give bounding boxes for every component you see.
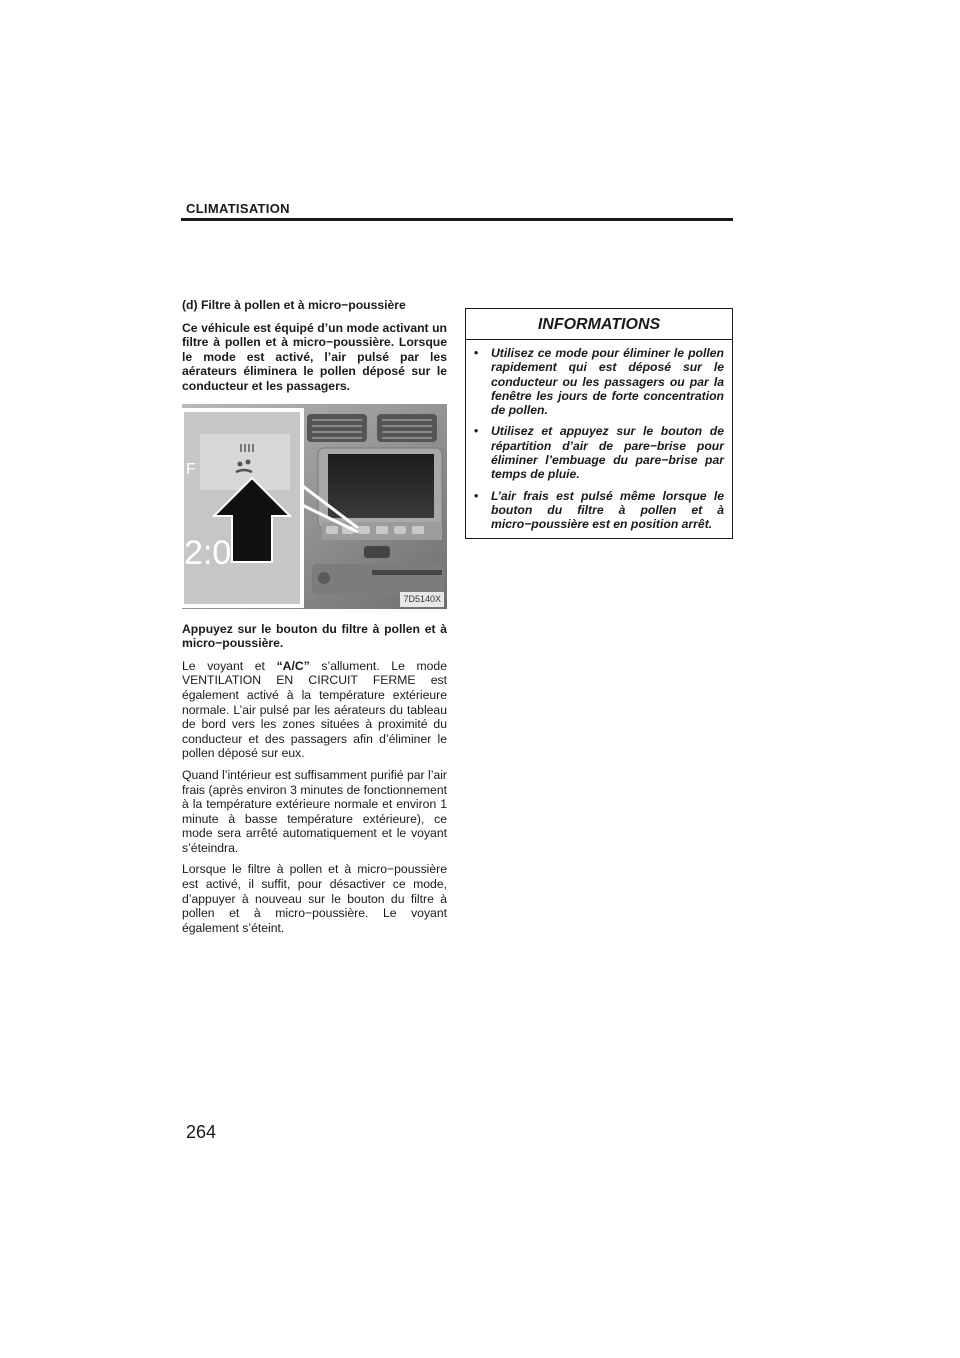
section-title: (d) Filtre à pollen et à micro−poussière bbox=[182, 298, 406, 312]
paragraph-voyant-start: Le voyant et bbox=[182, 658, 277, 673]
information-item bbox=[474, 424, 724, 481]
figure-caption: 7D5140X bbox=[400, 592, 444, 607]
section-header: CLIMATISATION bbox=[186, 201, 290, 216]
information-box bbox=[465, 308, 733, 539]
instruction-paragraph: Appuyez sur le bouton du filtre à pollen et à micro−poussière. bbox=[182, 621, 447, 651]
svg-text:F: F bbox=[186, 460, 196, 478]
information-item bbox=[474, 346, 724, 417]
paragraph-purification: Quand l’intérieur est suffisamment purifié par l’air frais (après environ 3 minutes de fonctionnement à la température extérieure normale et environ 1 minute à basse température extérieure), ce mode sera arrêté automatiquement et le voyant s’éteindra. bbox=[182, 767, 447, 855]
information-list bbox=[466, 340, 732, 538]
intro-paragraph: Ce véhicule est équipé d’un mode activant un filtre à pollen et à micro−poussière. Lorsque le mode est activé, l’air pulsé par les aérateurs éliminera le pollen déposé sur le conducteur et les passagers. bbox=[182, 320, 447, 393]
bullet-icon: • bbox=[474, 488, 479, 503]
page-number: 264 bbox=[186, 1122, 217, 1142]
dashboard-illustration bbox=[182, 404, 447, 609]
information-item-text: Utilisez ce mode pour éliminer le pollen rapidement qui est déposé sur le conducteur ou les passagers ou par la fenêtre les jours de forte concentration de pollen. bbox=[491, 346, 724, 418]
left-column bbox=[182, 298, 447, 942]
header-rule bbox=[181, 218, 733, 221]
paragraph-voyant-rest: s’allument. Le mode VENTILATION EN CIRCUIT FERME est également activé à la température extérieure normale. L’air pulsé par les aérateurs du tableau de bord vers les zones situées à proximité du conducteur et des passagers afin d’éliminer le pollen déposé sur eux. bbox=[182, 658, 447, 761]
paragraph-deactivation: Lorsque le filtre à pollen et à micro−poussière est activé, il suffit, pour désactiver ce mode, d’appuyer à nouveau sur le bouton du filtre à pollen et à micro−poussière. Le voyant également s’éteint. bbox=[182, 862, 447, 935]
dashboard-figure bbox=[182, 404, 447, 609]
information-title: INFORMATIONS bbox=[466, 309, 732, 340]
bullet-icon: • bbox=[474, 346, 479, 360]
information-item bbox=[474, 489, 724, 532]
information-item-text: Utilisez et appuyez sur le bouton de répartition d’air de pare−brise pour éliminer l’embuage du pare−brise par temps de pluie. bbox=[491, 424, 724, 482]
ac-label: “A/C” bbox=[276, 658, 310, 673]
svg-text:2:0: 2:0 bbox=[184, 533, 232, 572]
bullet-icon: • bbox=[474, 424, 479, 439]
paragraph-voyant bbox=[182, 659, 447, 761]
information-item-text: L’air frais est pulsé même lorsque le bouton du filtre à pollen et à micro−poussière est en position arrêt. bbox=[491, 488, 724, 532]
